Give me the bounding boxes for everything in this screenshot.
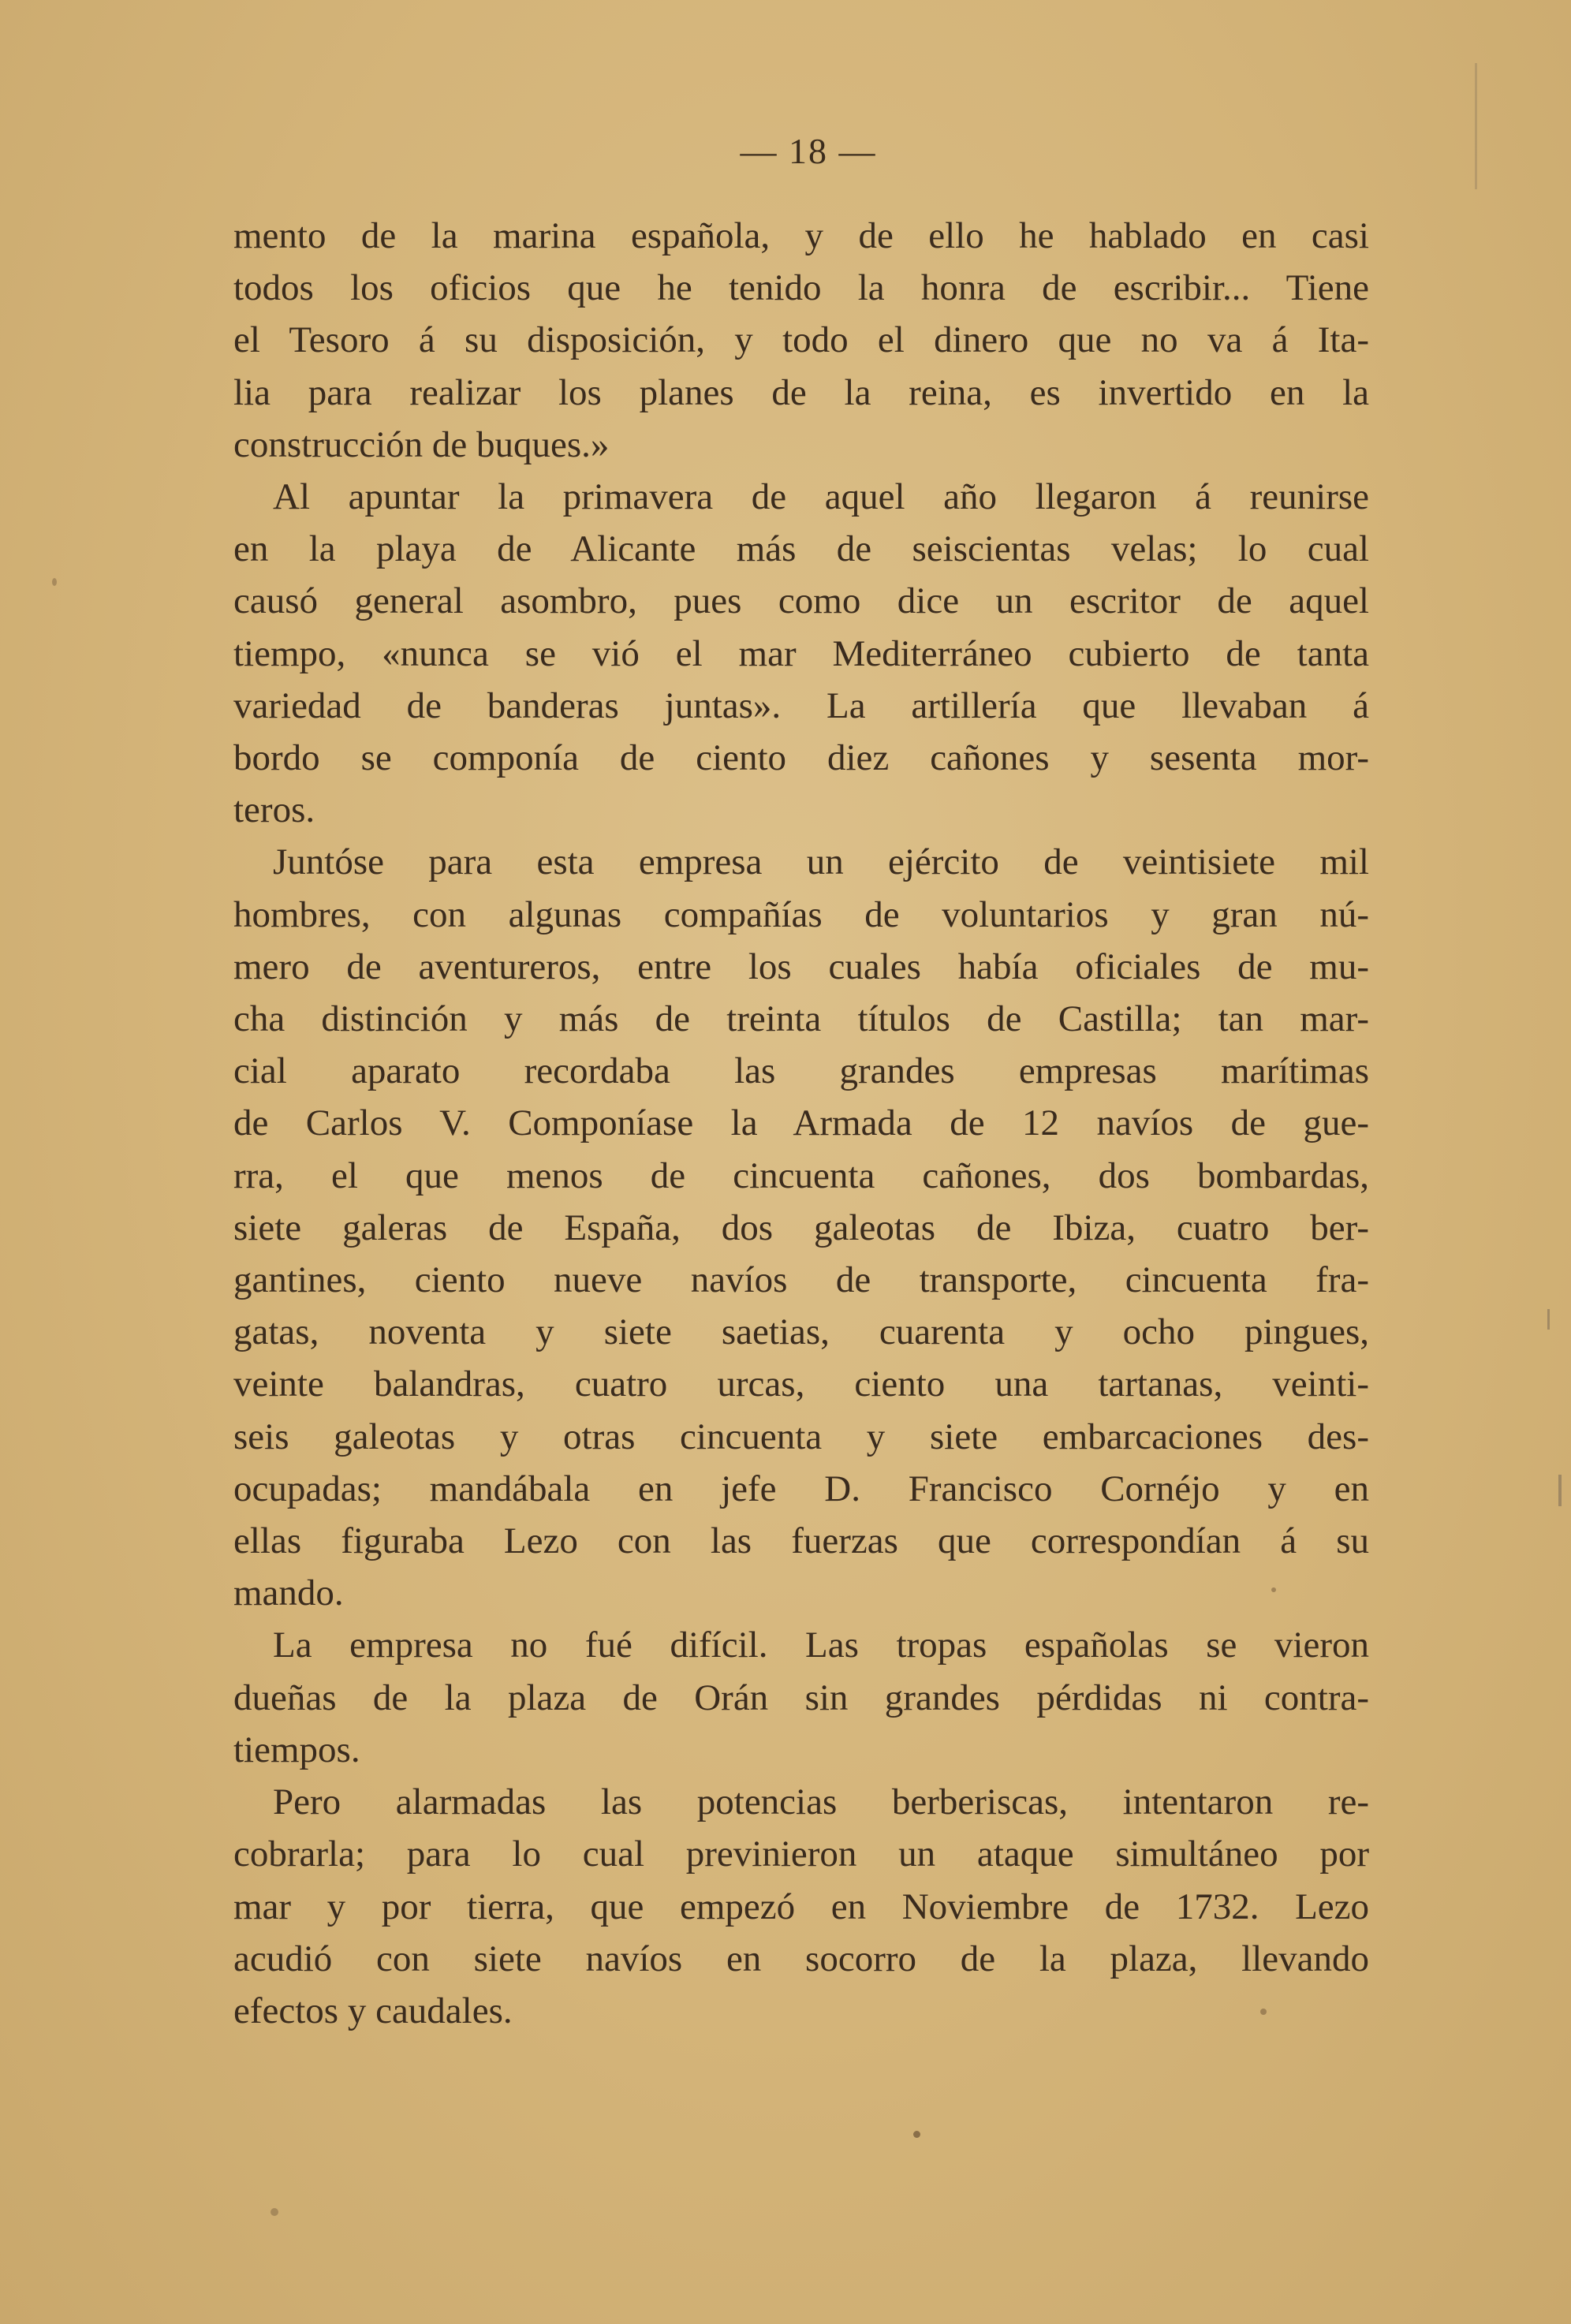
text-line: causó general asombro, pues como dice un escritor de aquel bbox=[233, 580, 1369, 622]
text-line: ellas figuraba Lezo con las fuerzas que correspondían á su bbox=[233, 1520, 1369, 1562]
text-line: bordo se componía de ciento diez cañones y sesenta mor- bbox=[233, 737, 1369, 779]
text-line: lia para realizar los planes de la reina, es invertido en la bbox=[233, 371, 1369, 413]
text-line: el Tesoro á su disposición, y todo el dinero que no va á Ita- bbox=[233, 319, 1369, 361]
text-line: gantines, ciento nueve navíos de transporte, cincuenta fra- bbox=[233, 1259, 1369, 1301]
text-line: mando. bbox=[233, 1572, 344, 1614]
paper-speck bbox=[271, 2208, 278, 2216]
text-line: construcción de buques.» bbox=[233, 423, 610, 465]
text-line: siete galeras de España, dos galeotas de Ibiza, cuatro ber- bbox=[233, 1207, 1369, 1248]
text-line: veinte balandras, cuatro urcas, ciento una tartanas, veinti- bbox=[233, 1363, 1369, 1405]
text-line: acudió con siete navíos en socorro de la plaza, llevando bbox=[233, 1938, 1369, 1979]
text-line: de Carlos V. Componíase la Armada de 12 navíos de gue- bbox=[233, 1102, 1369, 1144]
text-line: dueñas de la plaza de Orán sin grandes pérdidas ni contra- bbox=[233, 1677, 1369, 1718]
page-edge-mark bbox=[1558, 1475, 1562, 1506]
paper-speck bbox=[1271, 1587, 1276, 1592]
text-line: ocupadas; mandábala en jefe D. Francisco Cornéjo y en bbox=[233, 1468, 1369, 1509]
text-line: en la playa de Alicante más de seiscientas velas; lo cual bbox=[233, 528, 1369, 570]
text-line: seis galeotas y otras cincuenta y siete embarcaciones des- bbox=[233, 1416, 1369, 1457]
text-line: Pero alarmadas las potencias berberiscas, intentaron re- bbox=[273, 1781, 1369, 1823]
text-line: rra, el que menos de cincuenta cañones, dos bombardas, bbox=[233, 1155, 1369, 1196]
text-line: cial aparato recordaba las grandes empresas marítimas bbox=[233, 1050, 1369, 1092]
paper-speck bbox=[1260, 2009, 1267, 2015]
paper-speck bbox=[913, 2131, 920, 2138]
text-line: gatas, noventa y siete saetias, cuarenta y ocho pingues, bbox=[233, 1311, 1369, 1353]
text-line: tiempo, «nunca se vió el mar Mediterráneo cubierto de tanta bbox=[233, 632, 1369, 674]
text-line: mar y por tierra, que empezó en Noviembre de 1732. Lezo bbox=[233, 1886, 1369, 1927]
text-line: tiempos. bbox=[233, 1729, 360, 1770]
text-line: todos los oficios que he tenido la honra de escribir... Tiene bbox=[233, 267, 1369, 309]
text-line: teros. bbox=[233, 789, 315, 831]
text-line: mero de aventureros, entre los cuales había oficiales de mu- bbox=[233, 946, 1369, 987]
text-line: cobrarla; para lo cual previnieron un ataque simultáneo por bbox=[233, 1833, 1369, 1875]
text-line: Juntóse para esta empresa un ejército de veintisiete mil bbox=[273, 841, 1369, 883]
paper-speck bbox=[52, 578, 57, 586]
text-line: hombres, con algunas compañías de voluntarios y gran nú- bbox=[233, 893, 1369, 935]
text-line: mento de la marina española, y de ello he hablado en casi bbox=[233, 215, 1369, 256]
text-line: variedad de banderas juntas». La artillería que llevaban á bbox=[233, 685, 1369, 726]
text-line: La empresa no fué difícil. Las tropas españolas se vieron bbox=[273, 1625, 1369, 1666]
text-line: cha distinción y más de treinta títulos de Castilla; tan mar- bbox=[233, 998, 1369, 1040]
text-line: Al apuntar la primavera de aquel año llegaron á reunirse bbox=[273, 476, 1369, 518]
body-text bbox=[233, 210, 1369, 2037]
page-edge-mark bbox=[1475, 63, 1477, 189]
text-line: efectos y caudales. bbox=[233, 1990, 513, 2031]
page-edge-mark bbox=[1547, 1309, 1550, 1330]
page-number: — 18 — bbox=[740, 131, 877, 171]
